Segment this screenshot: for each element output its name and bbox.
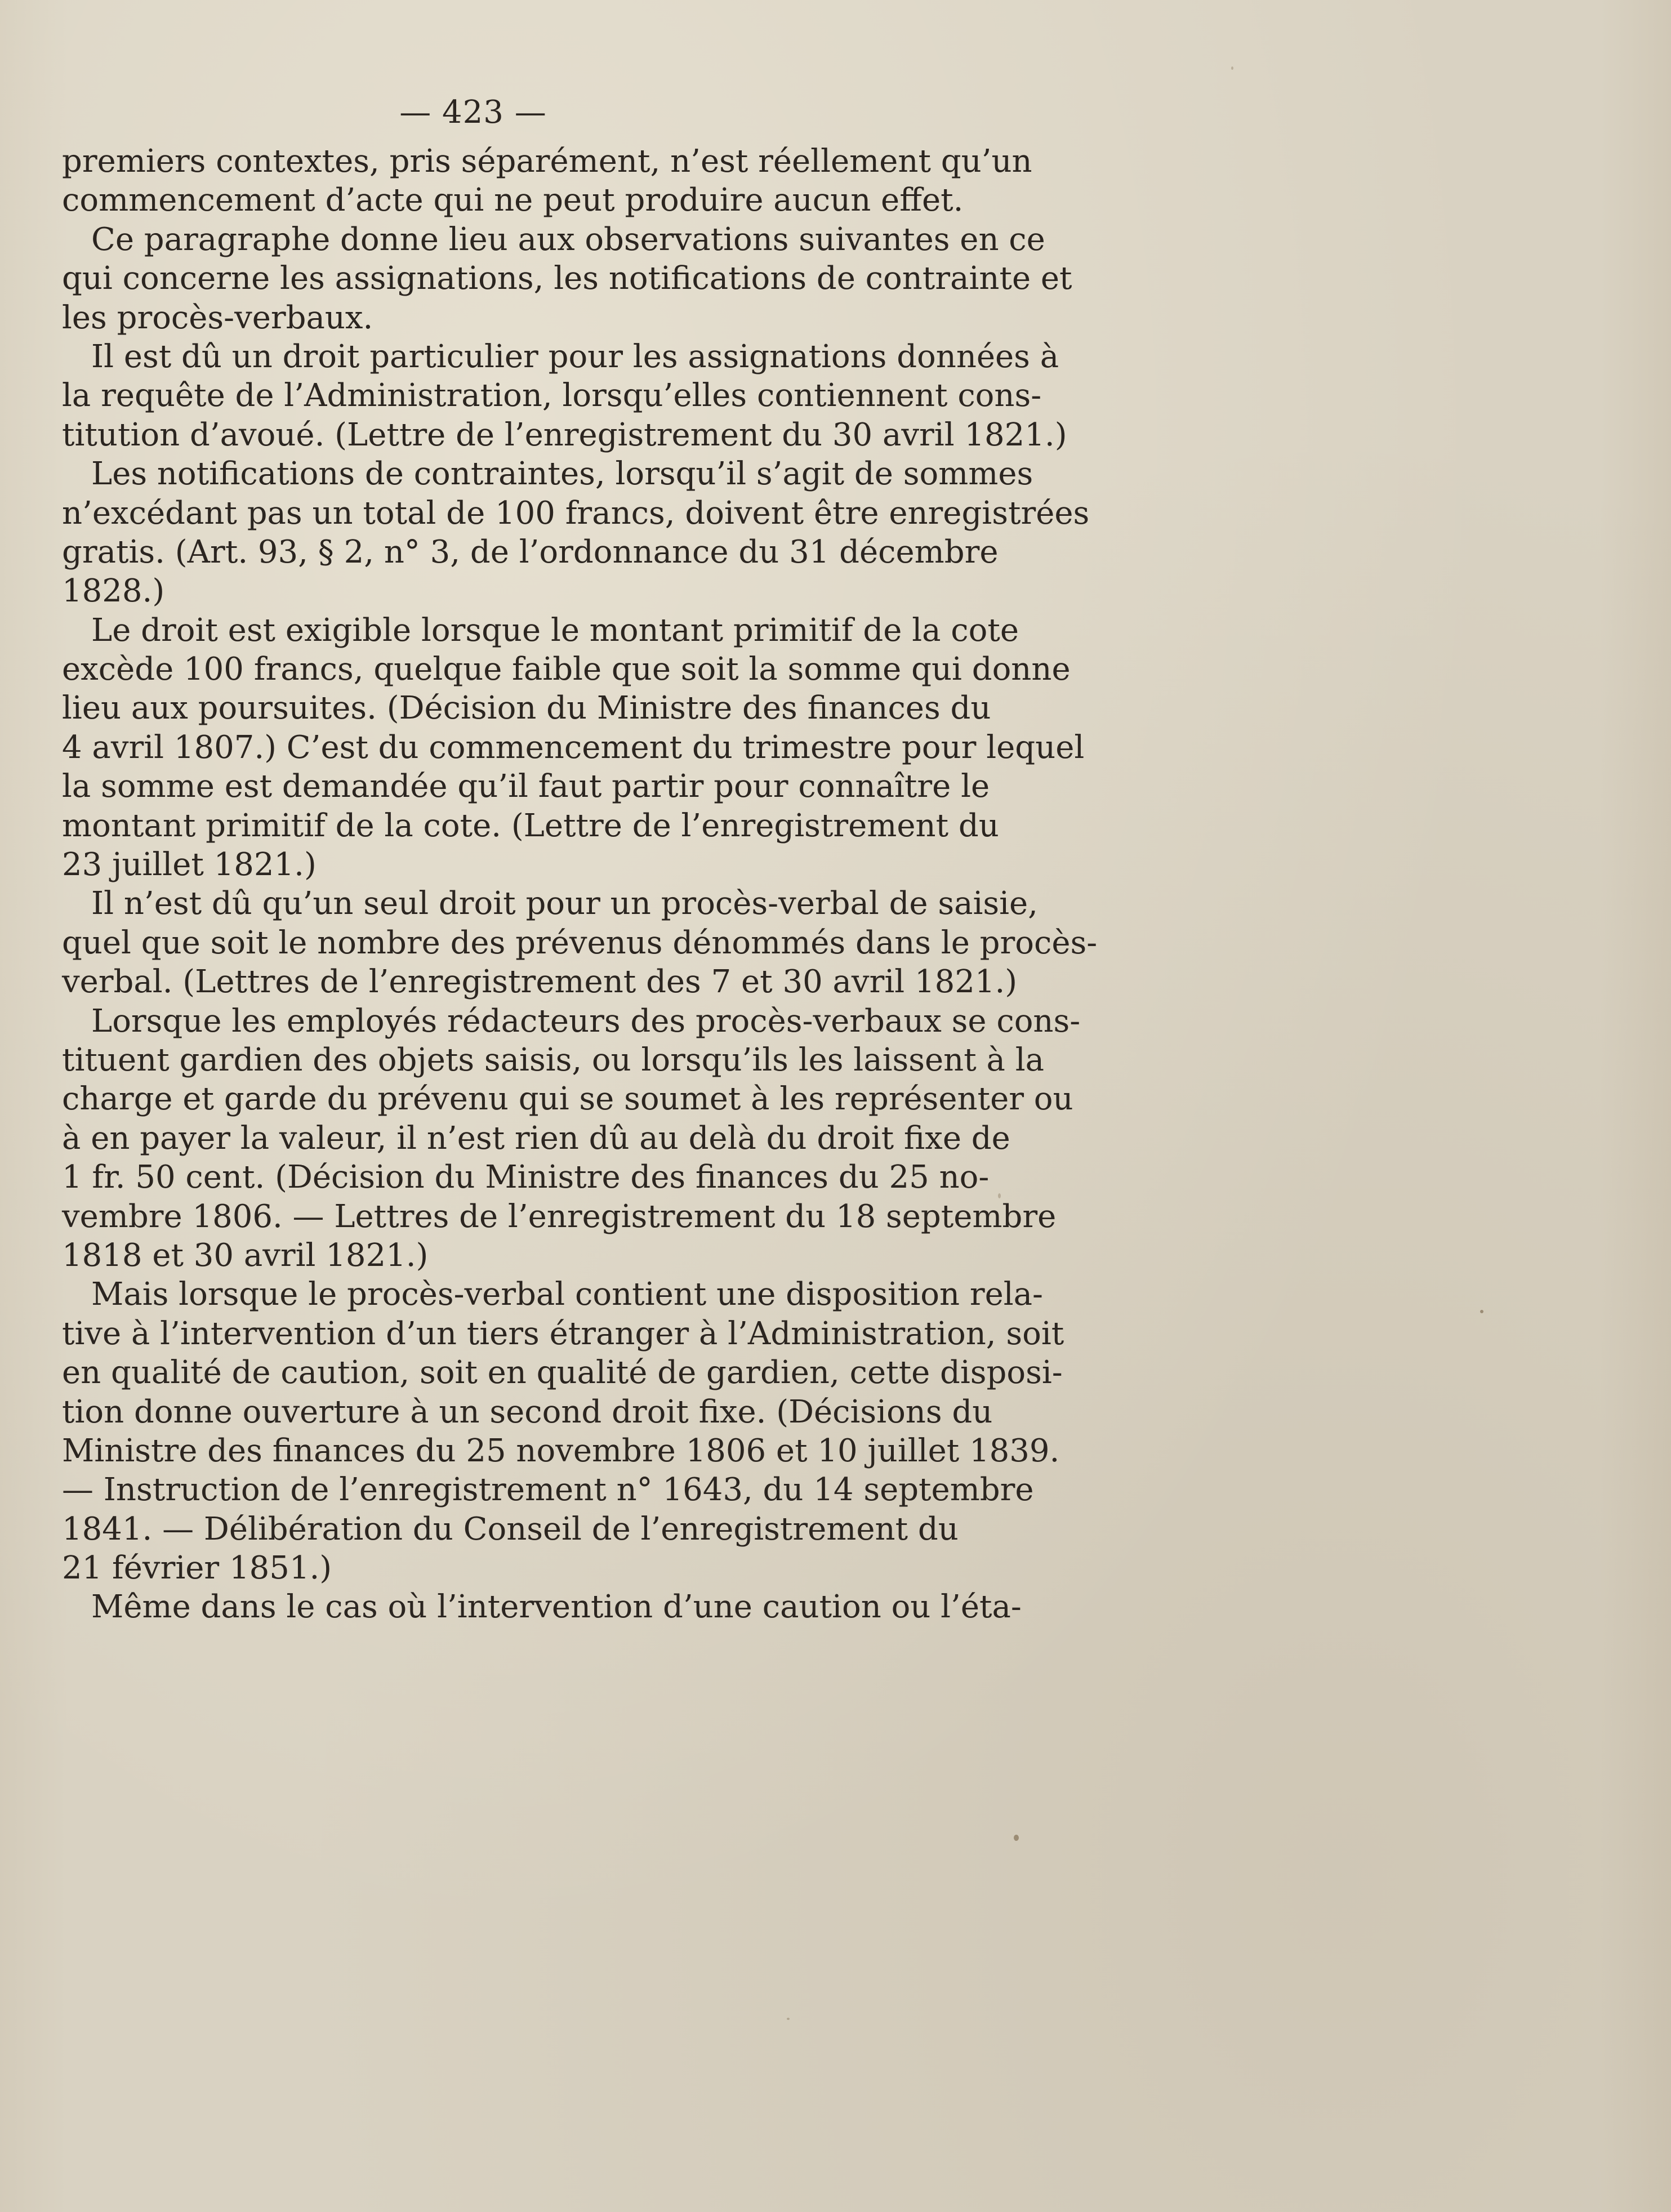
text-line: montant primitif de la cote. (Lettre de l’enregistrement du [62,807,999,844]
text-line: n’excédant pas un total de 100 francs, doivent être enregistrées [62,494,1090,532]
text-line: les procès-verbaux. [62,299,373,336]
text-line: tion donne ouverture à un second droit fixe. (Décisions du [62,1393,993,1430]
text-line: en qualité de caution, soit en qualité de gardien, cette disposi- [62,1354,1063,1392]
text-line: qui concerne les assignations, les notifications de contrainte et [62,260,1072,297]
text-line: Mais lorsque le procès-verbal contient une disposition rela- [91,1276,1043,1313]
text-line: vembre 1806. — Lettres de l’enregistrement du 18 septembre [62,1198,1057,1235]
text-line: — Instruction de l’enregistrement n° 1643, du 14 septembre [62,1471,1034,1509]
text-line: titution d’avoué. (Lettre de l’enregistrement du 30 avril 1821.) [62,416,1067,453]
page-number: — 423 — [399,94,547,131]
text-line: la somme est demandée qu’il faut partir pour connaître le [62,768,990,805]
text-line: Les notifications de contraintes, lorsqu’il s’agit de sommes [91,456,1033,493]
text-line: Même dans le cas où l’intervention d’une caution ou l’éta- [91,1589,1022,1626]
text-line: Lorsque les employés rédacteurs des procès-verbaux se cons- [91,1002,1081,1040]
body-text [62,142,1098,1627]
text-line: 1818 et 30 avril 1821.) [62,1237,429,1274]
paper-speck [1014,1835,1019,1841]
text-line: Ministre des finances du 25 novembre 1806 et 10 juillet 1839. [62,1432,1060,1469]
paper-speck [787,2018,790,2020]
text-line: lieu aux poursuites. (Décision du Ministre des finances du [62,690,991,727]
text-line: Ce paragraphe donne lieu aux observations suivantes en ce [91,221,1045,258]
paper-speck [1480,1310,1483,1313]
text-line: verbal. (Lettres de l’enregistrement des 7 et 30 avril 1821.) [62,964,1018,1001]
text-line: charge et garde du prévenu qui se soumet à les représenter ou [62,1081,1073,1118]
text-line: tive à l’intervention d’un tiers étranger à l’Administration, soit [62,1315,1064,1352]
text-line: 1828.) [62,573,165,610]
text-line: à en payer la valeur, il n’est rien dû au delà du droit fixe de [62,1120,1010,1157]
text-line: 21 février 1851.) [62,1550,332,1587]
text-line: Il est dû un droit particulier pour les assignations données à [91,338,1059,375]
text-line: gratis. (Art. 93, § 2, n° 3, de l’ordonnance du 31 décembre [62,533,999,570]
text-line: Le droit est exigible lorsque le montant primitif de la cote [91,612,1019,649]
text-line: commencement d’acte qui ne peut produire aucun effet. [62,182,964,219]
text-line: la requête de l’Administration, lorsqu’elles contiennent cons- [62,377,1042,414]
text-line: 23 juillet 1821.) [62,846,317,884]
text-line: excède 100 francs, quelque faible que soit la somme qui donne [62,651,1071,688]
text-line: 1841. — Délibération du Conseil de l’enregistrement du [62,1510,959,1547]
text-line: 1 fr. 50 cent. (Décision du Ministre des finances du 25 no- [62,1159,990,1196]
text-line: premiers contextes, pris séparément, n’est réellement qu’un [62,143,1032,180]
text-line: tituent gardien des objets saisis, ou lorsqu’ils les laissent à la [62,1041,1044,1078]
paper-speck [1231,66,1233,70]
text-line: Il n’est dû qu’un seul droit pour un procès-verbal de saisie, [91,885,1038,922]
text-line: 4 avril 1807.) C’est du commencement du trimestre pour lequel [62,729,1085,766]
text-line: quel que soit le nombre des prévenus dénommés dans le procès- [62,924,1098,961]
paper-speck [998,1193,1001,1198]
